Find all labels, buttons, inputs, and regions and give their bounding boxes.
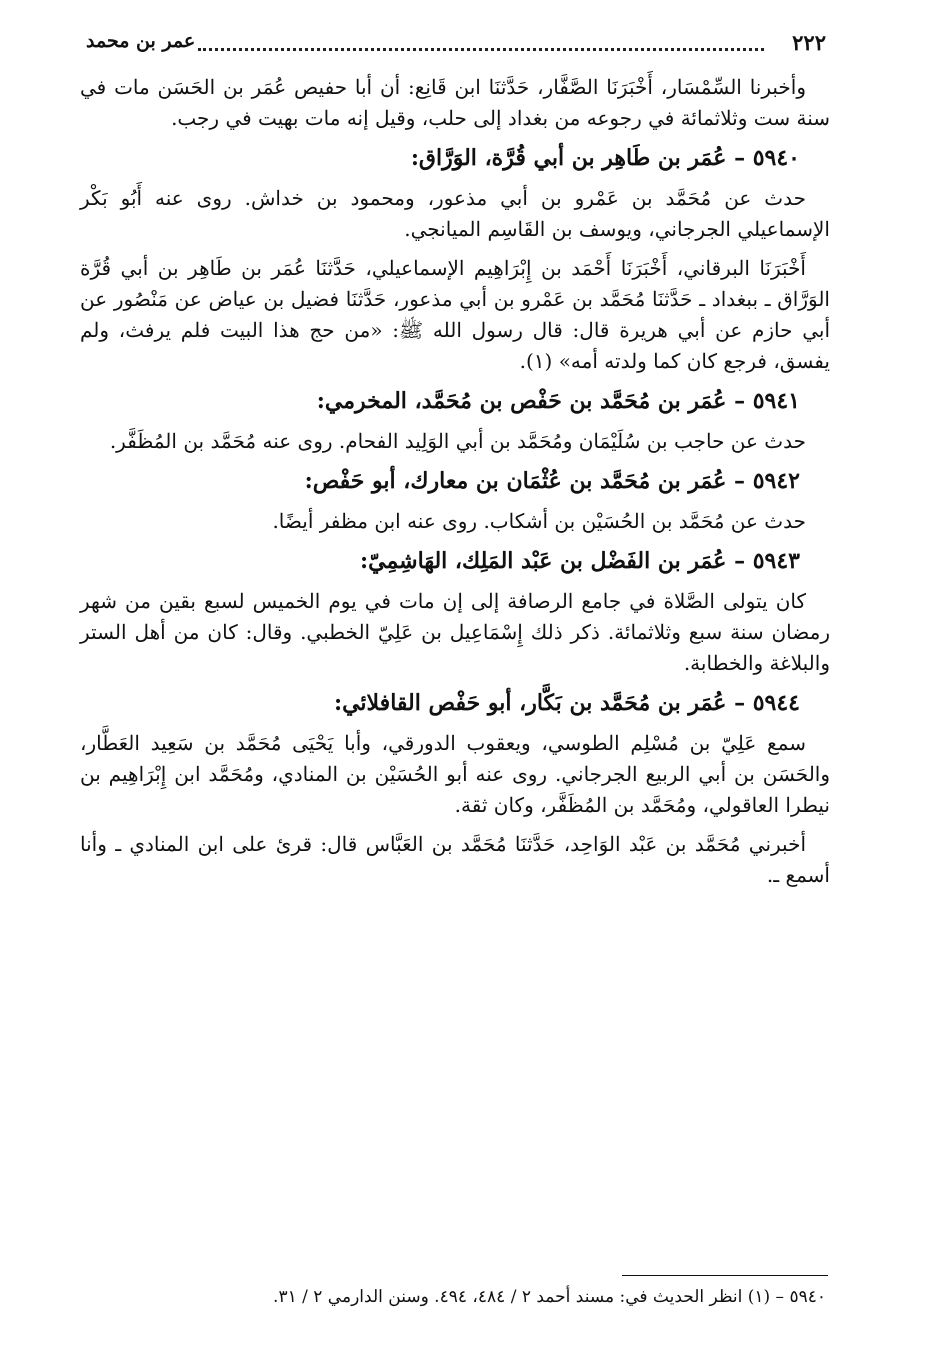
paragraph: أخبرني مُحَمَّد بن عَبْد الوَاحِد، حَدَّثنَا مُحَمَّد بن العَبَّاس قال: قرئ على ابن المنادي ـ وأنا أسمع ـ. <box>80 832 830 887</box>
paragraph: حدث عن مُحَمَّد بن الحُسَيْن بن أشكاب. روى عنه ابن مظفر أيضًا. <box>272 509 806 533</box>
paragraph: أَخْبَرَنَا البرقاني، أَخْبَرَنَا أَحْمَد بن إِبْرَاهِيم الإسماعيلي، حَدَّثنَا عُمَر بن طَاهِر بن أبي قُرَّة الوَرَّاق ـ ببغداد ـ حَدَّثنَا مُحَمَّد بن عَمْرو بن أبي مذعور، حَدَّثنَا فضيل بن عياض عن مَنْصُور عن أبي حازم عن أبي هريرة قال: قال رسول الله ﷺ: «من حج هذا البيت فلم يرفث، ولم يفسق، فرجع كان كما ولدته أمه» (١). <box>80 256 830 373</box>
paragraph: وأخبرنا السِّمْسَار، أَخْبَرَنَا الصَّفَّار، حَدَّثنَا ابن قَانِع: أن أبا حفيص عُمَر بن الحَسَن مات في سنة ست وثلاثمائة في رجوعه من بغداد إلى حلب، وقيل إنه مات بهيت في رجب. <box>80 75 830 130</box>
entry-heading: ٥٩٤٣ – عُمَر بن الفَضْل بن عَبْد المَلِك، الهَاشِمِيّ: <box>360 548 800 574</box>
paragraph: حدث عن حاجب بن سُلَيْمَان ومُحَمَّد بن أبي الوَلِيد الفحام. روى عنه مُحَمَّد بن المُظَفَّر. <box>109 429 806 453</box>
header-dotted-leader <box>198 48 764 51</box>
page-number: ٢٢٢ <box>792 30 826 55</box>
paragraph: حدث عن مُحَمَّد بن عَمْرو بن أبي مذعور، ومحمود بن خداش. روى عنه أَبُو بَكْر الإسماعيلي الجرجاني، ويوسف بن القَاسِم الميانجي. <box>80 186 830 241</box>
page-body <box>80 72 830 899</box>
entry-heading: ٥٩٤٤ – عُمَر بن مُحَمَّد بن بَكَّار، أبو حَفْص القافلائي: <box>333 690 800 716</box>
page-header <box>86 30 826 64</box>
entry-heading: ٥٩٤٠ – عُمَر بن طَاهِر بن أبي قُرَّة، الوَرَّاق: <box>410 145 800 171</box>
footnote: ٥٩٤٠ – (١) انظر الحديث في: مسند أحمد ٢ / ٤٨٤، ٤٩٤. وسنن الدارمي ٢ / ٣١. <box>273 1287 826 1307</box>
entry-heading: ٥٩٤٢ – عُمَر بن مُحَمَّد بن عُثْمَان بن معارك، أبو حَفْص: <box>304 468 800 494</box>
footnote-separator <box>622 1275 828 1276</box>
running-title: عمر بن محمد <box>86 30 196 52</box>
paragraph: كان يتولى الصَّلاة في جامع الرصافة إلى إن مات في يوم الخميس لسبع بقين من شهر رمضان سنة سبع وثلاثمائة. ذكر ذلك إِسْمَاعِيل بن عَلِيّ الخطبي. وقال: كان من أهل الستر والبلاغة والخطابة. <box>80 589 830 675</box>
entry-heading: ٥٩٤١ – عُمَر بن مُحَمَّد بن حَفْص بن مُحَمَّد، المخرمي: <box>316 388 800 414</box>
paragraph: سمع عَلِيّ بن مُسْلِم الطوسي، ويعقوب الدورقي، وأبا يَحْيَى مُحَمَّد بن سَعِيد العَطَّار، والحَسَن بن أبي الربيع الجرجاني. روى عنه أبو الحُسَيْن بن المنادي، ومُحَمَّد ابن إِبْرَاهِيم بن نيطرا العاقولي، ومُحَمَّد بن المُظَفَّر، وكان ثقة. <box>80 731 830 817</box>
